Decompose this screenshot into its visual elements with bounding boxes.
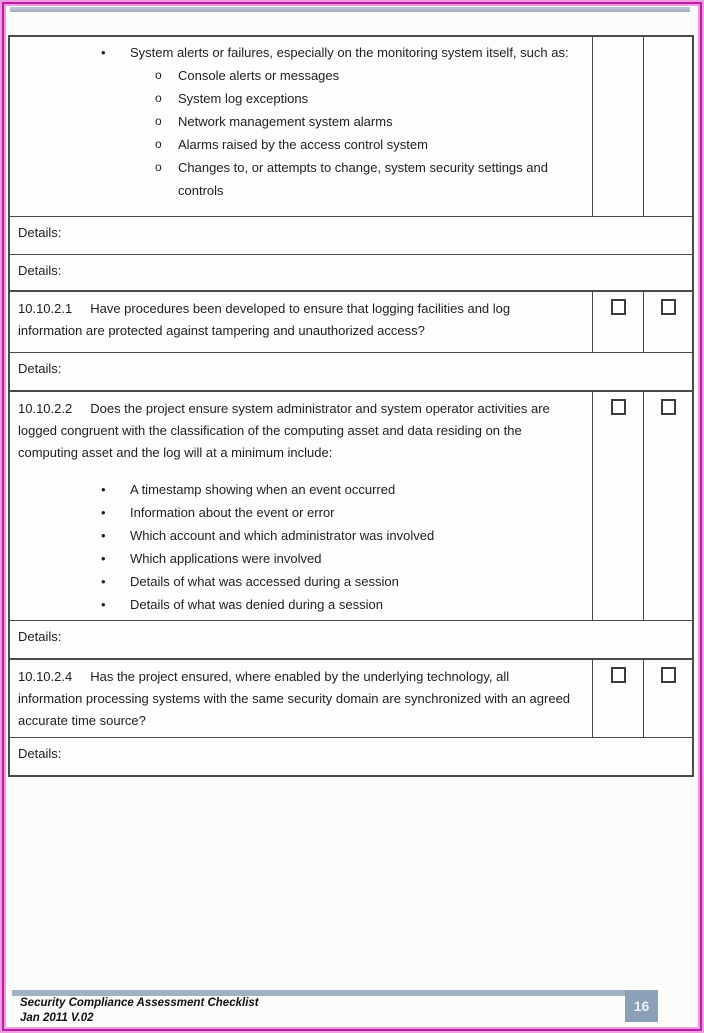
page-number-badge (625, 990, 658, 1022)
circle-bullet-icon: o (155, 114, 162, 128)
question-cell (10, 292, 592, 352)
checkbox-cell (592, 392, 643, 620)
disc-bullet-icon: • (101, 551, 106, 566)
question-number: 10.10.2.1 (18, 301, 73, 316)
details-cell (10, 738, 692, 775)
bullet-item (18, 478, 584, 501)
details-cell (10, 217, 692, 254)
circle-bullet-icon: o (155, 91, 162, 105)
question-text: Has the project ensured, where enabled by the underlying technology, all information processing systems with the same security domain are synchronized with an agreed accurate time source? (18, 669, 571, 728)
question-cell (10, 392, 592, 620)
bullet-text: Network management system alarms (178, 114, 393, 129)
checkbox-cell (592, 292, 643, 352)
details-cell (10, 255, 692, 290)
question-cell (10, 37, 592, 216)
table-row (10, 737, 692, 775)
checkbox-cell (643, 392, 692, 620)
checklist-table (8, 35, 694, 777)
disc-bullet-icon: • (101, 505, 106, 520)
details-label: Details: (18, 263, 62, 278)
details-cell (10, 353, 692, 390)
bullet-text: Details of what was accessed during a session (130, 574, 399, 589)
details-label: Details: (18, 629, 62, 644)
yes-checkbox[interactable] (611, 667, 626, 683)
sub-bullet-item (18, 110, 584, 133)
bullet-text: A timestamp showing when an event occurred (130, 482, 396, 497)
checkbox-cell (643, 292, 692, 352)
circle-bullet-icon: o (155, 160, 162, 174)
question-text: Does the project ensure system administrator and system operator activities are logged congruent with the classification of the computing asset and data residing on the computing asset and the log will at a minimum include: (18, 401, 550, 460)
question-number: 10.10.2.2 (18, 401, 73, 416)
disc-bullet-icon: • (101, 597, 106, 612)
bullet-text: Information about the event or error (130, 505, 335, 520)
sub-bullet-item (18, 87, 584, 110)
circle-bullet-icon: o (155, 68, 162, 82)
bullet-text: Which account and which administrator was involved (130, 528, 435, 543)
disc-bullet-icon: • (101, 574, 106, 589)
question-text: Have procedures been developed to ensure that logging facilities and log information are protected against tampering and unauthorized access? (18, 301, 511, 338)
table-row (10, 390, 692, 620)
bullet-text: System log exceptions (178, 91, 309, 106)
disc-bullet-icon: • (101, 45, 106, 60)
page-number: 16 (633, 998, 650, 1014)
bullet-item (18, 41, 584, 64)
circle-bullet-icon: o (155, 137, 162, 151)
footer-title: Security Compliance Assessment Checklist (20, 997, 259, 1009)
disc-bullet-icon: • (101, 482, 106, 497)
bullet-text: Which applications were involved (130, 551, 322, 566)
bullet-item (18, 501, 584, 524)
details-label: Details: (18, 746, 62, 761)
yes-checkbox[interactable] (611, 299, 626, 315)
table-row (10, 290, 692, 352)
checkbox-cell (643, 37, 692, 216)
bullet-text: Alarms raised by the access control system (178, 137, 428, 152)
disc-bullet-icon: • (101, 528, 106, 543)
details-label: Details: (18, 225, 62, 240)
header-rule (10, 7, 690, 12)
details-cell (10, 621, 692, 658)
no-checkbox[interactable] (661, 299, 676, 315)
table-row (10, 216, 692, 254)
no-checkbox[interactable] (661, 399, 676, 415)
sub-bullet-item (18, 64, 584, 87)
no-checkbox[interactable] (661, 667, 676, 683)
bullet-item (18, 547, 584, 570)
bullet-item (18, 524, 584, 547)
sub-bullet-item (18, 133, 584, 156)
question-cell (10, 660, 592, 737)
bullet-text: Details of what was denied during a session (130, 597, 383, 612)
yes-checkbox[interactable] (611, 399, 626, 415)
bullet-text: Changes to, or attempts to change, system security settings and controls (178, 160, 548, 198)
checkbox-cell (592, 37, 643, 216)
table-row (10, 352, 692, 390)
footer-text (20, 996, 259, 1026)
table-row (10, 620, 692, 658)
question-number: 10.10.2.4 (18, 669, 73, 684)
bullet-text: System alerts or failures, especially on the monitoring system itself, such as: (130, 45, 569, 60)
details-label: Details: (18, 361, 62, 376)
table-row (10, 658, 692, 737)
sub-bullet-item (18, 156, 584, 202)
bullet-item (18, 593, 584, 616)
table-row (10, 37, 692, 216)
footer-version: Jan 2011 V.02 (20, 1012, 94, 1024)
bullet-item (18, 570, 584, 593)
checkbox-cell (643, 660, 692, 737)
table-row (10, 254, 692, 290)
checkbox-cell (592, 660, 643, 737)
bullet-text: Console alerts or messages (178, 68, 340, 83)
